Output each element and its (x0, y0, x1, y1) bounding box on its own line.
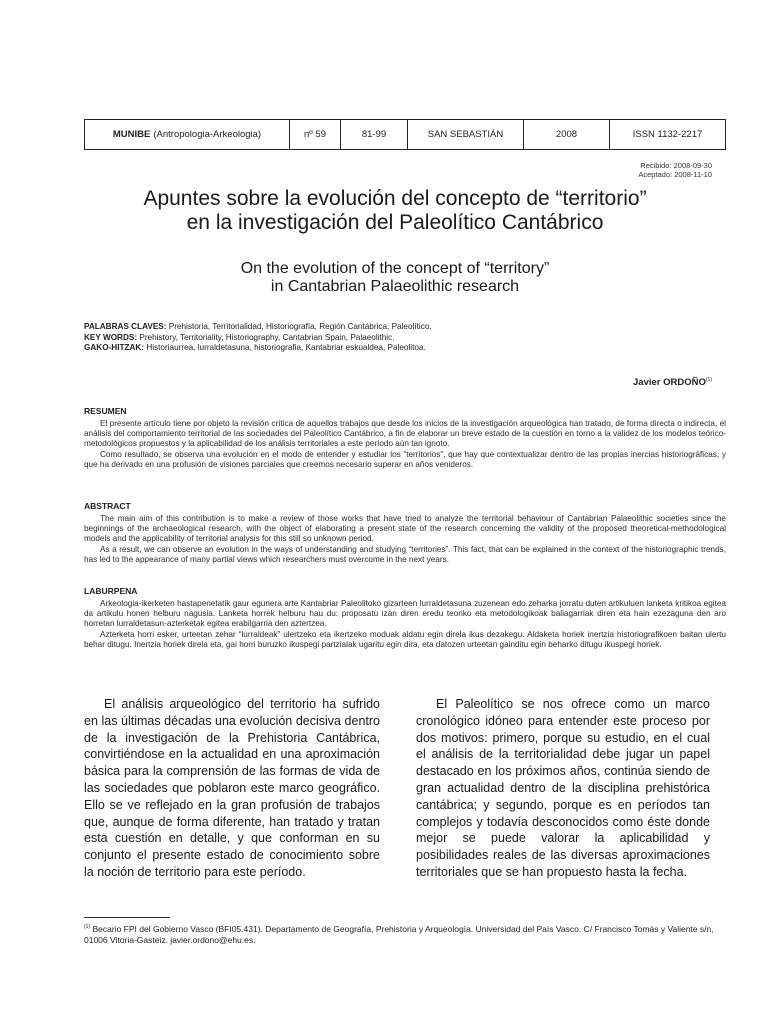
body-paragraph-right: El Paleolítico se nos ofrece como un marco cronológico idóneo para entender este proceso por dos motivos: primero, porque su estudio, en el cual el análisis de la territorialidad debe jugar un papel destacado en los próximos años, continúa siendo de gran actualidad dentro de la disciplina prehistórica cantábrica; y segundo, porque es en períodos tan complejos y todavía desconocidos como éste donde mejor se puede valorar la aplicabilidad y posibilidades reales de las diversas aproximaciones territoriales que se han propuesto hasta la fecha. (416, 697, 710, 879)
footnote-divider (84, 917, 170, 918)
author-first-name: Javier (633, 377, 661, 389)
keywords-basque (84, 343, 726, 354)
journal-name: MUNIBE (112, 129, 151, 140)
accepted-date: Aceptado: 2008-11-10 (638, 170, 712, 179)
submission-dates (638, 161, 712, 179)
laburpena-heading: LABURPENA (84, 586, 138, 596)
laburpena-paragraph-2: Azterketa horri esker, urteetan zehar “lurraldeak” ulertzeko eta ikertzeko moduak aldatu egin direla ikus dezakegu. Aldaketa horiek inertzia historiografikoen baitan ulertu behar ditugu. Inertzia horiek direla eta, gai horri buruzko ikuspegi partzialak ugaritu egin dira, eta datozen urteetan gainditu egin beharko ditugu ikuspegi horiek. (84, 629, 726, 649)
abstract-heading: ABSTRACT (84, 501, 131, 511)
laburpena-section (84, 586, 726, 650)
issue-number: nº 59 (290, 120, 341, 149)
author-line (633, 377, 712, 388)
body-paragraph-left: El análisis arqueológico del territorio ha sufrido en las últimas décadas una evolución decisiva dentro de la investigación de la Prehistoria Cantábrica, convirtiéndose en la actualidad en una aproximación básica para la comprensión de las formas de vida de las sociedades que poblaron este marco geográfico. Ello se ve reflejado en la gran profusión de trabajos que, aunque de forma diferente, han tratado y tratan esta cuestión en detalle, y que conforman en su conjunto el presente estado de conocimiento sobre la noción de territorio para este período. (84, 697, 380, 879)
journal-name-cell (85, 120, 290, 149)
keywords-basque-text: Historiaurrea, lurraldetasuna, historiografia, Kantabriar eskualdea, Paleolitoa. (146, 343, 426, 352)
keywords-block (84, 322, 726, 354)
title-line-1: Apuntes sobre la evolución del concepto de “territorio” (143, 187, 647, 210)
keywords-spanish-label: PALABRAS CLAVES: (84, 322, 167, 331)
keywords-basque-label: GAKO-HITZAK: (84, 343, 145, 352)
article-title (60, 187, 730, 235)
english-title-line-1: On the evolution of the concept of “territory” (240, 260, 550, 277)
page-range: 81-99 (341, 120, 408, 149)
keywords-english-label: KEY WORDS: (84, 332, 138, 342)
english-title-line-2: in Cantabrian Palaeolithic research (270, 278, 520, 295)
resumen-heading: RESUMEN (84, 406, 127, 416)
footnote-text: Becario FPI del Gobierno Vasco (BFI05.431). Departamento de Geografía, Prehistoria y Arqueología. Universidad del País Vasco. C/ Francisco Tomás y Valiente s/n, 01006 Vitoria-Gasteiz. javier.ordono@ehu.es. (84, 923, 714, 946)
resumen-paragraph-2: Como resultado, se observa una evolución en el modo de entender y estudiar los “territorios”, que hay que contextualizar dentro de las propias inercias historiográficas, y que ha derivado en una profusión de visiones parciales que creemos necesario superar en años venideros. (84, 449, 726, 469)
resumen-paragraph-1: El presente artículo tiene por objeto la revisión crítica de aquellos trabajos que desde los inicios de la investigación arqueológica han tratado, de forma directa o indirecta, el análisis del comportamiento territorial de las sociedades del Paleolítico Cantábrico, a fin de elaborar un breve estado de la cuestión en torno a la validez de los modelos teórico-metodológicos propuestos y la aplicabilidad de los análisis territoriales a este período aún tan ignoto. (84, 419, 726, 449)
title-line-2: en la investigación del Paleolítico Cantábrico (186, 211, 604, 234)
body-column-left (84, 696, 380, 881)
publication-year: 2008 (524, 120, 610, 149)
journal-header-table (84, 119, 726, 150)
author-last-name: ORDOÑO (663, 377, 706, 389)
author-note-mark: (1) (705, 377, 712, 383)
journal-subtitle: (Antropologia-Arkeologia) (153, 129, 262, 140)
abstract-section (84, 501, 726, 565)
keywords-english-text: Prehistory, Territoriality, Historiography, Cantabrian Spain, Palaeolithic. (139, 332, 395, 342)
abstract-paragraph-1: The main aim of this contribution is to make a review of those works that have tried to analyze the territorial behaviour of Cantabrian Palaeolithic societies since the beginnings of the archaeological research, with the object of elaborating a present state of the research concerning the validity of the proposed theoretical-methodological models and the applicability of territorial analysis for this still so unknown period. (84, 514, 726, 544)
keywords-spanish-text: Prehistoria, Territorialidad, Historiografía, Región Cantábrica, Paleolítico. (168, 322, 432, 331)
keywords-spanish (84, 322, 726, 333)
resumen-section (84, 406, 726, 470)
body-column-right (416, 696, 710, 881)
issn: ISSN 1132-2217 (632, 129, 703, 140)
received-date: Recibido: 2008-09-30 (640, 161, 712, 170)
abstract-paragraph-2: As a result, we can observe an evolution in the ways of understanding and studying “territories”. This fact, that can be explained in the context of the historiographic trends, has led to the appearance of many partial views which researchers must overcome in the next years. (84, 544, 726, 564)
publication-city: SAN SEBASTIÁN (408, 120, 524, 149)
footnote-mark: (1) (84, 924, 91, 930)
footnote (84, 922, 726, 947)
english-title (60, 260, 730, 296)
laburpena-paragraph-1: Arkeologia-ikerketen hastapenetatik gaur egunera arte Kantabriar Paleolitoko gizarteen lurraldetasuna zuzenean edo zeharka jorratu duten artikuluen lanketa kritikoa egitea da artikulu honen helburu nagusia. Lanketa horrek helburu hau du: proposatu izan diren eredu teoriko eta metodologikoak baliagarriak diren eta hain ezezaguna den aro horretan lurraldetasun-azterketak egitea erabilgarria den aztertzea. (84, 599, 726, 629)
keywords-english (84, 333, 726, 344)
